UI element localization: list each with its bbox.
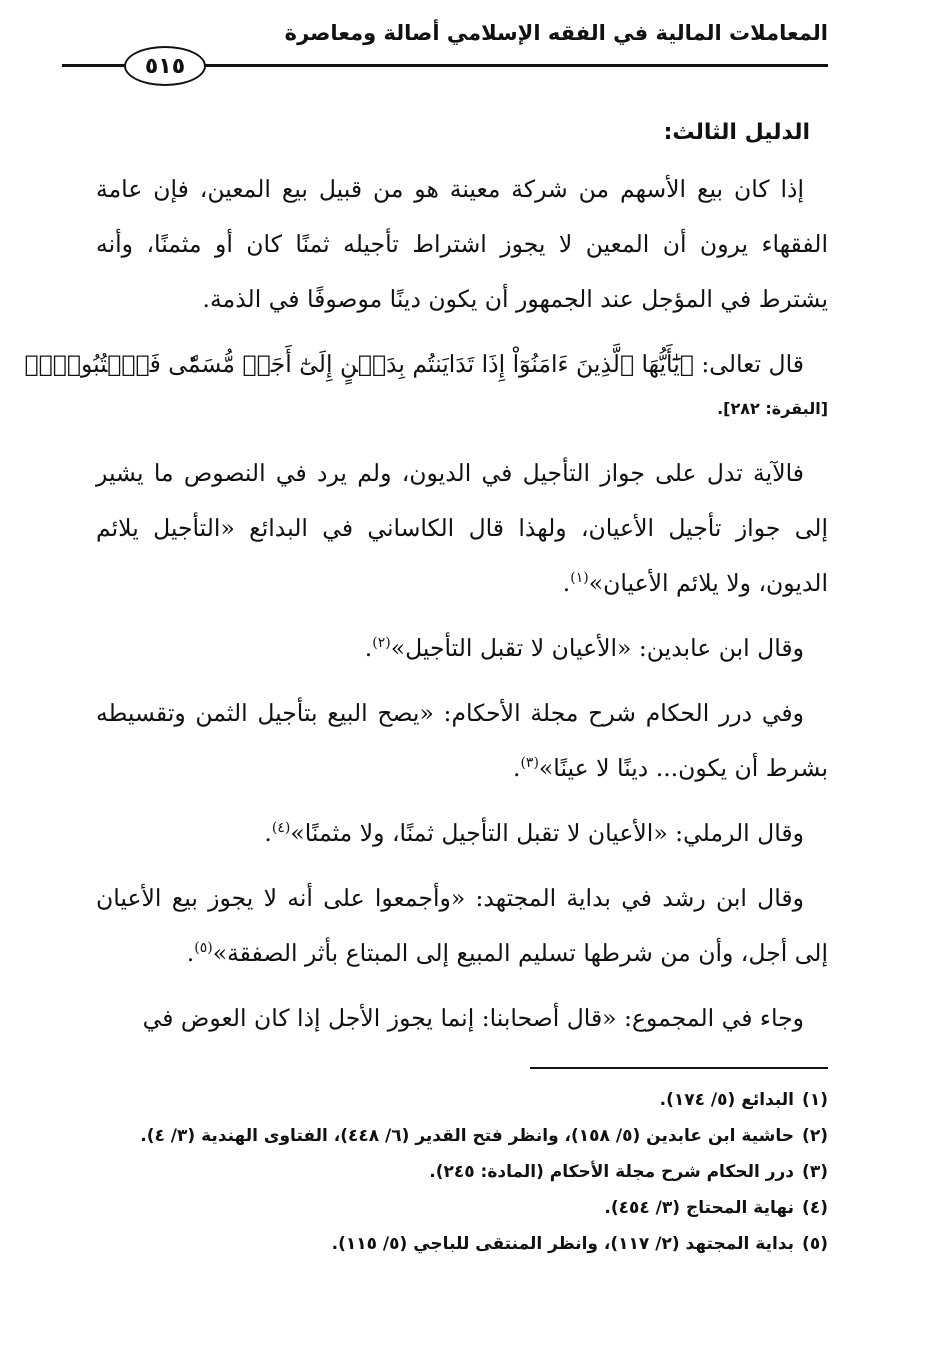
paragraph-ramli-text: وقال الرملي: «الأعيان لا تقبل التأجيل ثمنًا، ولا مثمنًا» [290,819,804,847]
footnote-marker-3: (٣) [520,755,539,772]
period: . [364,634,373,662]
footnote-text: حاشية ابن عابدين (٥/ ١٥٨)، وانظر فتح القدير (٦/ ٤٤٨)، الفتاوى الهندية (٣/ ٤). [140,1126,794,1146]
footnote-number: (١) [802,1090,828,1110]
paragraph-durar-text: وفي درر الحكام شرح مجلة الأحكام: «يصح البيع بتأجيل الثمن وتقسيطه بشرط أن يكون... دينًا لا عينًا» [96,699,828,782]
footnote-5 [48,1226,828,1262]
footnote-4 [48,1190,828,1226]
footnote-number: (٥) [802,1234,828,1254]
footnote-text: بداية المجتهد (٢/ ١١٧)، وانظر المنتقى للباجي (٥/ ١١٥). [331,1234,794,1254]
paragraph-majmu: وجاء في المجموع: «قال أصحابنا: إنما يجوز الأجل إذا كان العوض في [142,1004,804,1032]
paragraph-ramli [96,806,828,861]
quran-verse: ﴿يَٰٓأَيُّهَا ٱلَّذِينَ ءَامَنُوٓاْ إِذَا تَدَايَنتُم بِدَيۡنٍ إِلَىٰٓ أَجَلٖ مُّسَمّٗى فَٱكۡتُبُوهُۚ﴾ [24,350,694,378]
main-text [24,108,828,1056]
paragraph-ibn-abidin [96,621,828,676]
footnote-text: البدائع (٥/ ١٧٤). [659,1090,794,1110]
period: . [512,754,521,782]
footnote-text: درر الحكام شرح مجلة الأحكام (المادة: ٢٤٥). [429,1162,794,1182]
footnote-text: نهاية المحتاج (٣/ ٤٥٤). [604,1198,794,1218]
running-header-title: المعاملات المالية في الفقه الإسلامي أصالة ومعاصرة [284,21,828,45]
quran-intro: قال تعالى: [701,350,804,378]
footnote-2 [48,1118,828,1154]
paragraph-ayah-text: فالآية تدل على جواز التأجيل في الديون، ولم يرد في النصوص ما يشير إلى جواز تأجيل الأعيان، ولهذا قال الكاساني في البدائع «التأجيل يلائم الديون، ولا يلائم الأعيان» [96,459,828,597]
paragraph-1: إذا كان بيع الأسهم من شركة معينة هو من قبيل بيع المعين، فإن عامة الفقهاء يرون أن المعين لا يجوز اشتراط تأجيله ثمنًا كان أو مثمنًا، وأنه يشترط في المؤجل عند الجمهور أن يكون دينًا موصوفًا في الذمة. [96,175,828,313]
footnote-number: (٢) [802,1126,828,1146]
paragraph-ibn-rushd-text: وقال ابن رشد في بداية المجتهد: «وأجمعوا على أنه لا يجوز بيع الأعيان إلى أجل، وأن من شرطها تسليم المبيع إلى المبتاع بأثر الصفقة» [96,884,828,967]
paragraph-durar [96,686,828,796]
footnote-number: (٤) [802,1198,828,1218]
footnote-marker-4: (٤) [271,820,291,837]
footnotes [48,1082,828,1262]
footnote-1 [48,1082,828,1118]
paragraph-ibn-rushd [96,871,828,981]
paragraph-ibn-abidin-text: وقال ابن عابدين: «الأعيان لا تقبل التأجيل» [390,634,804,662]
period: . [186,939,195,967]
footnote-separator [530,1067,828,1069]
period: . [562,569,571,597]
footnote-number: (٣) [802,1162,828,1182]
paragraph-ayah [96,446,828,611]
section-heading: الدليل الثالث: [663,120,810,145]
quran-reference: [البقرة: ٢٨٢]. [717,399,828,418]
period: . [264,819,272,847]
footnote-marker-5: (٥) [194,940,213,957]
quran-line [24,337,828,392]
footnote-marker-1: (١) [570,570,589,587]
footnote-marker-2: (٢) [372,635,391,652]
footnote-3 [48,1154,828,1190]
page-number: ٥١٥ [124,46,206,86]
